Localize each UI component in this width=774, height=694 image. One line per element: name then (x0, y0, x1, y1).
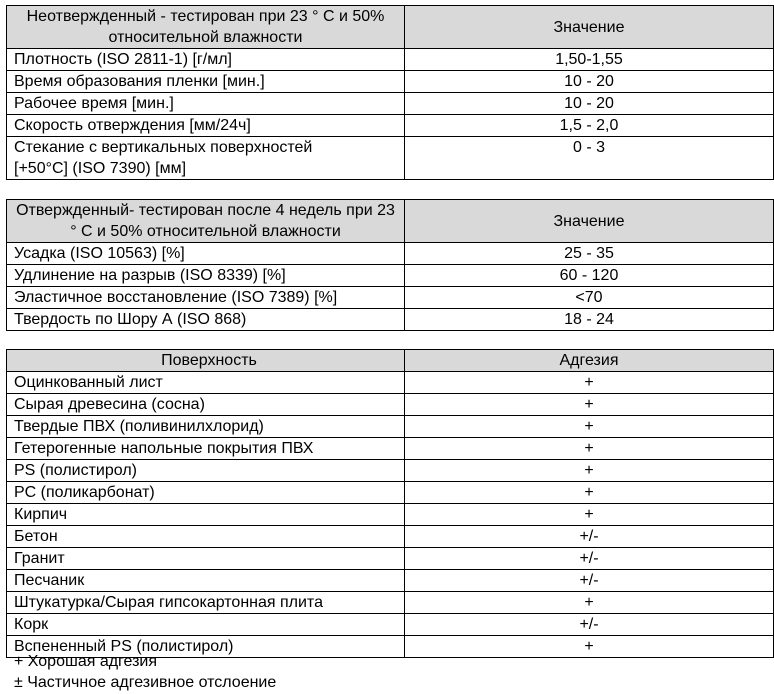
adhesion-header-label: Поверхность (7, 350, 405, 372)
surface-label: PC (поликарбонат) (7, 482, 405, 504)
table-row (7, 287, 774, 309)
property-value: 0 - 3 (405, 137, 774, 180)
table-row (7, 71, 774, 93)
adhesion-table (6, 349, 774, 658)
surface-label: PS (полистирол) (7, 460, 405, 482)
property-value: 25 - 35 (405, 243, 774, 265)
surface-label: Сырая древесина (сосна) (7, 394, 405, 416)
property-label: Плотность (ISO 2811-1) [г/мл] (7, 49, 405, 71)
property-value: 1,50-1,55 (405, 49, 774, 71)
table-row (7, 137, 774, 180)
table-row (7, 49, 774, 71)
adhesion-header-value: Адгезия (405, 350, 774, 372)
surface-label: Кирпич (7, 504, 405, 526)
surface-label: Оцинкованный лист (7, 372, 405, 394)
uncured-header-label: Неотвержденный - тестирован при 23 ° С и 50% относительной влажности (7, 6, 405, 49)
property-value: 1,5 - 2,0 (405, 115, 774, 137)
surface-label: Гранит (7, 548, 405, 570)
adhesion-value: + (405, 592, 774, 614)
uncured-header-value: Значение (405, 6, 774, 49)
property-label: Рабочее время [мин.] (7, 93, 405, 115)
surface-label: Бетон (7, 526, 405, 548)
surface-label: Корк (7, 614, 405, 636)
table-row (7, 438, 774, 460)
adhesion-value: +/- (405, 526, 774, 548)
table-row (7, 309, 774, 331)
table-row (7, 372, 774, 394)
table-header-row (7, 200, 774, 243)
adhesion-value: +/- (405, 614, 774, 636)
property-value: 60 - 120 (405, 265, 774, 287)
table-row (7, 115, 774, 137)
table-row (7, 416, 774, 438)
uncured-properties-table (6, 5, 774, 180)
adhesion-value: + (405, 438, 774, 460)
table-row (7, 504, 774, 526)
table-row (7, 482, 774, 504)
table-row (7, 243, 774, 265)
adhesion-value: + (405, 372, 774, 394)
table-row (7, 548, 774, 570)
table-header-row (7, 6, 774, 49)
cured-header-label: Отвержденный- тестирован после 4 недель при 23 ° С и 50% относительной влажности (7, 200, 405, 243)
surface-label: Гетерогенные напольные покрытия ПВХ (7, 438, 405, 460)
property-label: Время образования пленки [мин.] (7, 71, 405, 93)
adhesion-value: +/- (405, 570, 774, 592)
property-label: Скорость отверждения [мм/24ч] (7, 115, 405, 137)
table-row (7, 592, 774, 614)
legend-good-adhesion: + Хорошая адгезия (14, 653, 158, 670)
table-row (7, 265, 774, 287)
table-row (7, 614, 774, 636)
cured-properties-table (6, 199, 774, 331)
property-label: Эластичное восстановление (ISO 7389) [%] (7, 287, 405, 309)
adhesion-value: + (405, 636, 774, 658)
table-row (7, 460, 774, 482)
table-row (7, 570, 774, 592)
adhesion-value: + (405, 504, 774, 526)
table-row (7, 93, 774, 115)
property-label: Усадка (ISO 10563) [%] (7, 243, 405, 265)
surface-label: Штукатурка/Сырая гипсокартонная плита (7, 592, 405, 614)
adhesion-value: +/- (405, 548, 774, 570)
cured-header-value: Значение (405, 200, 774, 243)
legend-partial-adhesion: ± Частичное адгезивное отслоение (14, 674, 277, 691)
property-label: Стекание с вертикальных поверхностей [+50°C] (ISO 7390) [мм] (7, 137, 405, 180)
property-value: 10 - 20 (405, 71, 774, 93)
table-row (7, 526, 774, 548)
surface-label: Песчаник (7, 570, 405, 592)
property-label: Твердость по Шору А (ISO 868) (7, 309, 405, 331)
table-header-row (7, 350, 774, 372)
property-value: 10 - 20 (405, 93, 774, 115)
property-label: Удлинение на разрыв (ISO 8339) [%] (7, 265, 405, 287)
property-value: 18 - 24 (405, 309, 774, 331)
property-value: <70 (405, 287, 774, 309)
adhesion-value: + (405, 482, 774, 504)
surface-label: Твердые ПВХ (поливинилхлорид) (7, 416, 405, 438)
surface-label: Вспененный PS (полистирол) (7, 636, 405, 658)
table-row (7, 394, 774, 416)
adhesion-value: + (405, 460, 774, 482)
adhesion-value: + (405, 416, 774, 438)
adhesion-value: + (405, 394, 774, 416)
